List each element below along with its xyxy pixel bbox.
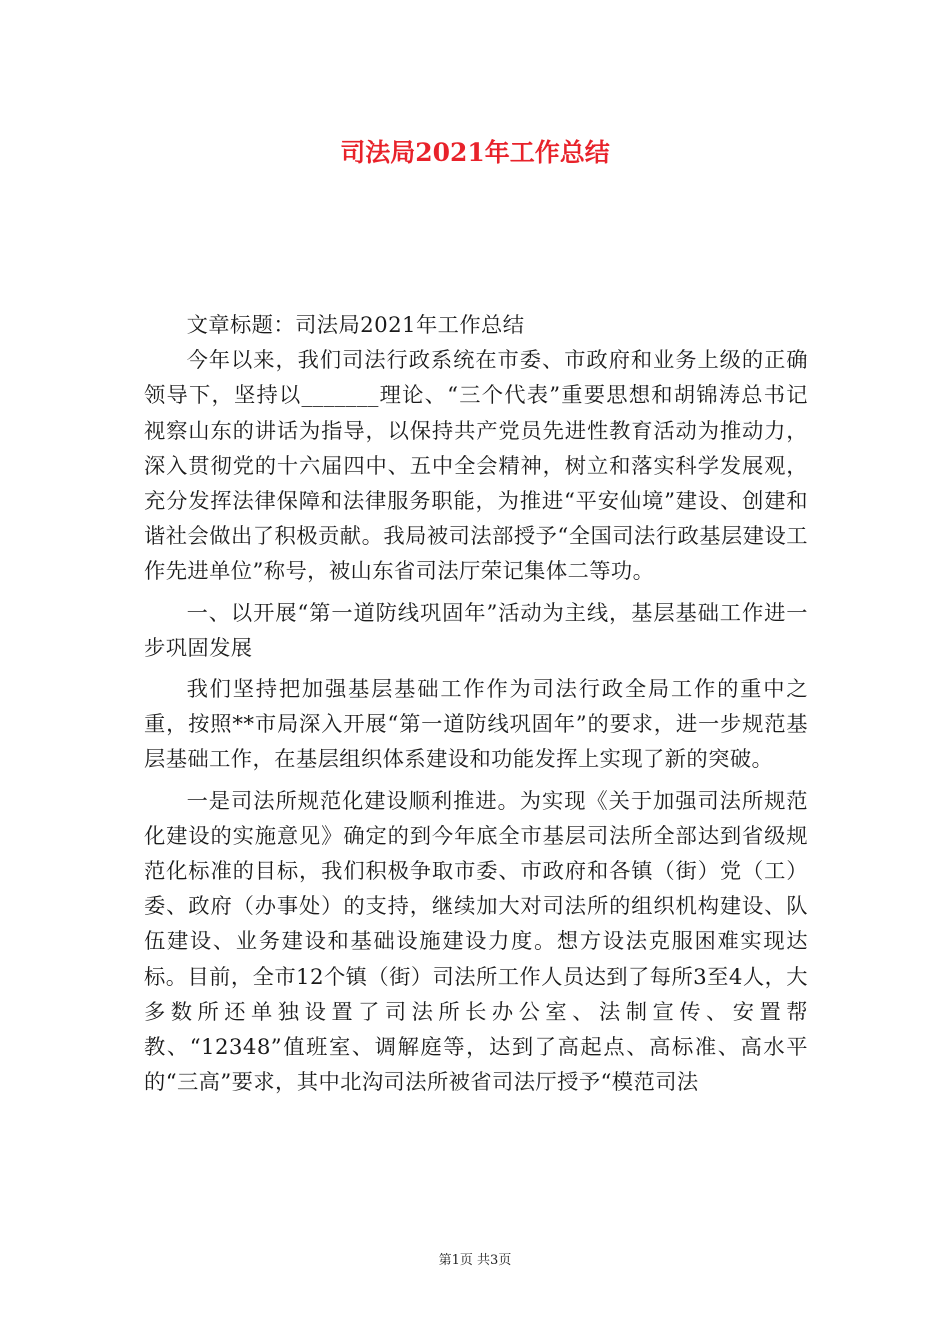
page-number: 第1页 共3页 — [438, 1253, 512, 1268]
body-paragraph: 我们坚持把加强基层基础工作作为司法行政全局工作的重中之重，按照**市局深入开展“第一道防线巩固年”的要求，进一步规范基层基础工作，在基层组织体系建设和功能发挥上实现了新的突破。 — [144, 677, 808, 773]
section-heading: 一、以开展“第一道防线巩固年”活动为主线，基层基础工作进一步巩固发展 — [144, 600, 808, 661]
document-title: 司法局2021年工作总结 — [340, 138, 610, 167]
body-paragraph: 一是司法所规范化建设顺利推进。为实现《关于加强司法所规范化建设的实施意见》确定的到今年底全市基层司法所全部达到省级规范化标准的目标，我们积极争取市委、市政府和各镇（街）党（工）委、政府（办事处）的支持，继续加大对司法所的组织机构建设、队伍建设、业务建设和基础设施建设力度。想方设法克服困难实现达标。目前，全市12个镇（街）司法所工作人员达到了每所3至4人，大多数所还单独设置了司法所长办公室、法制宣传、安置帮教、“12348”值班室、调解庭等，达到了高起点、高标准、高水平的“三高”要求，其中北沟司法所被省司法厅授予“模范司法 — [144, 788, 808, 1096]
article-title-line: 文章标题：司法局2021年工作总结 — [186, 313, 525, 338]
document-body — [144, 308, 808, 1100]
body-paragraph: 今年以来，我们司法行政系统在市委、市政府和业务上级的正确领导下，坚持以_______理论、“三个代表”重要思想和胡锦涛总书记视察山东的讲话为指导，以保持共产党员先进性教育活动为推动力，深入贯彻党的十六届四中、五中全会精神，树立和落实科学发展观，充分发挥法律保障和法律服务职能，为推进“平安仙境”建设、创建和谐社会做出了积极贡献。我局被司法部授予“全国司法行政基层建设工作先进单位”称号，被山东省司法厅荣记集体二等功。 — [144, 348, 808, 585]
